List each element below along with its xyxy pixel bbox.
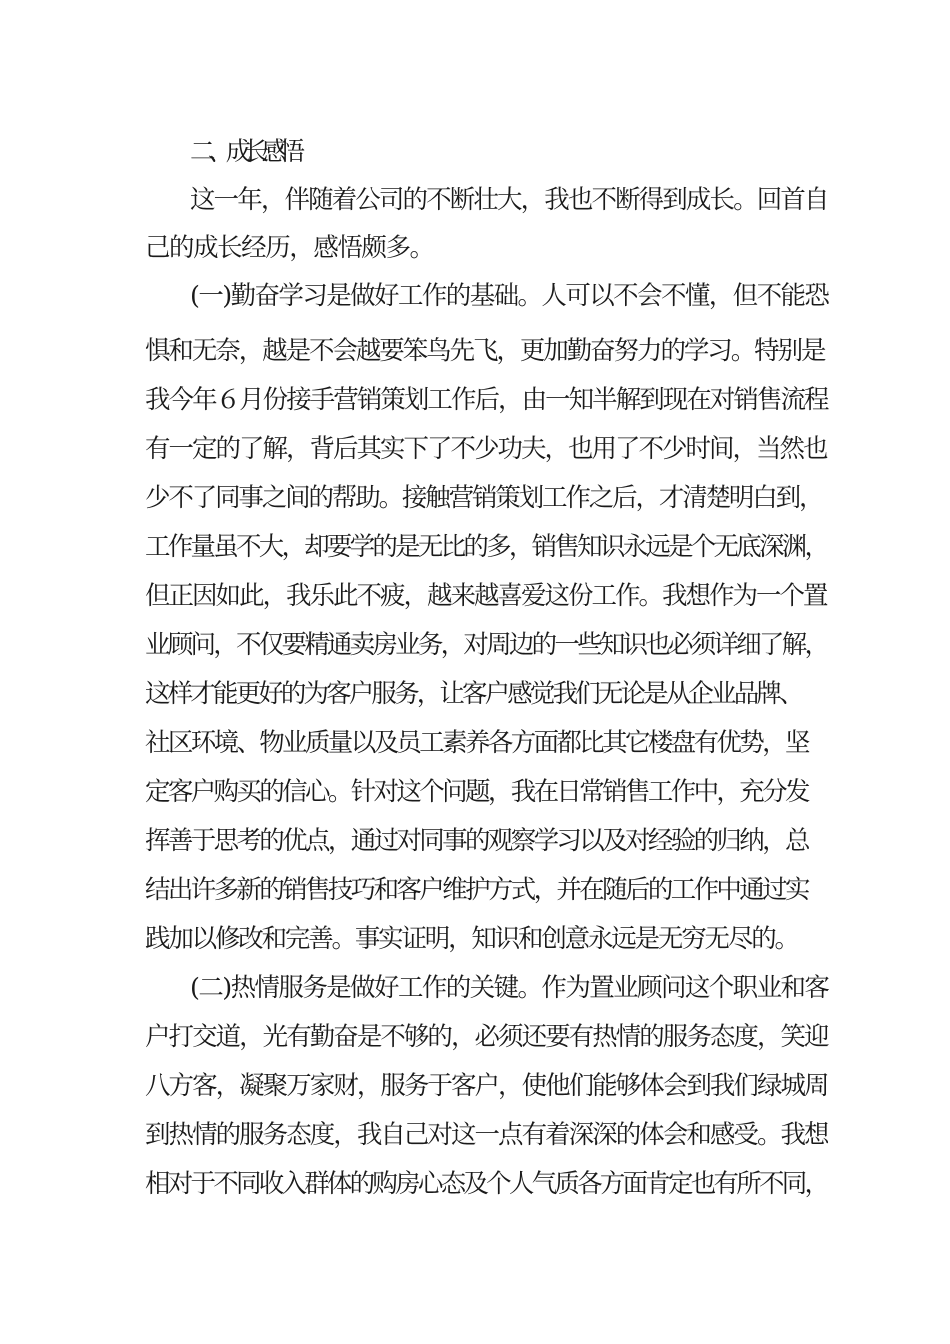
paragraph-line: 我今年６月份接手营销策划工作后，由一知半解到现在对销售流程: [145, 385, 828, 415]
paragraph-line: 少不了同事之间的帮助。接触营销策划工作之后，才清楚明白到，: [145, 483, 823, 513]
paragraph-line: 八方客，凝聚万家财，服务于客户，使他们能够体会到我们绿城周: [145, 1071, 828, 1101]
paragraph-line: 到热情的服务态度，我自己对这一点有着深深的体会和感受。我想: [145, 1120, 828, 1150]
paragraph-line: 户打交道，光有勤奋是不够的，必须还要有热情的服务态度，笑迎: [145, 1022, 828, 1052]
paragraph-line: 社区环境、物业质量以及员工素养各方面都比其它楼盘有优势，坚: [145, 728, 808, 758]
paragraph-line: 这一年，伴随着公司的不断壮大，我也不断得到成长。回首自: [190, 185, 828, 215]
paragraph-line: 但正因如此，我乐此不疲，越来越喜爱这份工作。我想作为一个置: [145, 581, 827, 611]
paragraph-line: (二)热情服务是做好工作的关键。作为置业顾问这个职业和客: [190, 973, 829, 1003]
section-title: 二、成长感悟: [190, 137, 298, 167]
paragraph-line: 己的成长经历，感悟颇多。: [145, 233, 434, 263]
paragraph-line: 挥善于思考的优点，通过对同事的观察学习以及对经验的归纳，总: [145, 826, 808, 856]
paragraph-line: (一)勤奋学习是做好工作的基础。人可以不会不懂，但不能恐: [190, 281, 829, 311]
paragraph-line: 相对于不同收入群体的购房心态及个人气质各方面肯定也有所不同，: [145, 1169, 828, 1199]
paragraph-line: 有一定的了解，背后其实下了不少功夫，也用了不少时间，当然也: [145, 434, 827, 464]
paragraph-line: 践加以修改和完善。事实证明，知识和创意永远是无穷无尽的。: [145, 924, 798, 954]
paragraph-line: 工作量虽不大，却要学的是无比的多，销售知识永远是个无底深渊，: [145, 532, 828, 562]
paragraph-line: 这样才能更好的为客户服务，让客户感觉我们无论是从企业品牌、: [145, 679, 802, 709]
paragraph-line: 结出许多新的销售技巧和客户维护方式，并在随后的工作中通过实: [145, 875, 808, 905]
paragraph-line: 定客户购买的信心。针对这个问题，我在日常销售工作中，充分发: [145, 777, 808, 807]
paragraph-line: 惧和无奈，越是不会越要笨鸟先飞，更加勤奋努力的学习。特别是: [145, 336, 825, 366]
paragraph-line: 业顾问，不仅要精通卖房业务，对周边的一些知识也必须详细了解，: [145, 630, 828, 660]
